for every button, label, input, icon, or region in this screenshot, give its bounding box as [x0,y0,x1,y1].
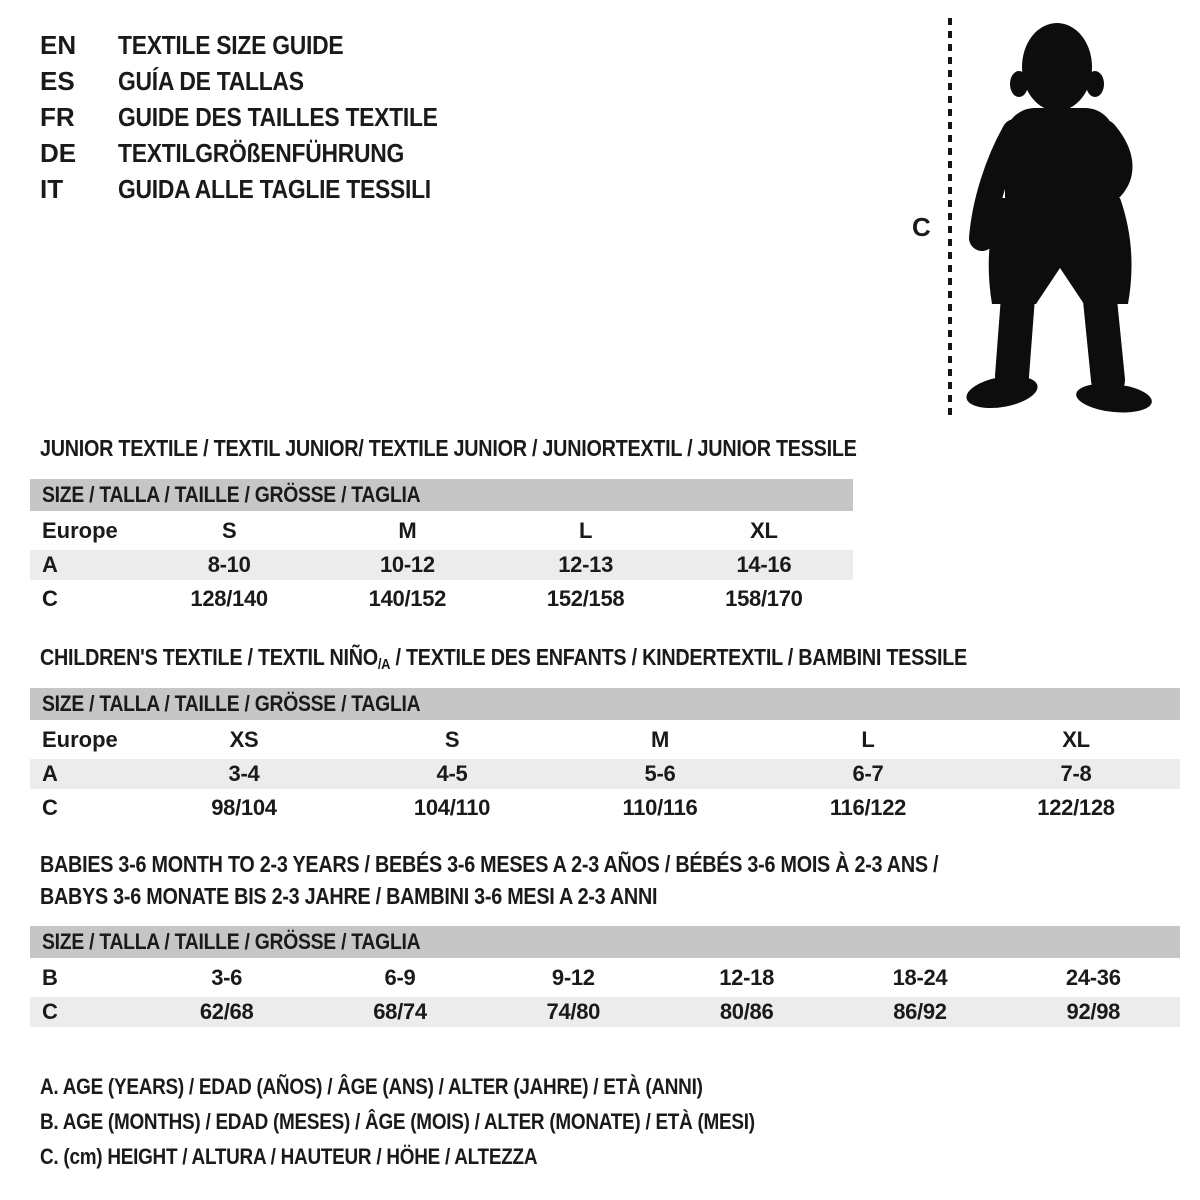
row-label: C [42,999,58,1024]
table-row-height [30,791,1180,825]
language-title-list [40,27,481,207]
babies-section-title-line2 [40,884,758,908]
legend-line-height [40,1139,871,1174]
language-title [118,63,481,99]
size-cell: XS [229,727,259,752]
babies-title-line1-text: BABIES 3-6 MONTH TO 2-3 YEARS / BEBÉS 3-6 MESES A 2-3 AÑOS / BÉBÉS 3-6 MOIS À 2-3 ANS / [40,851,939,877]
value-cell: 158/170 [725,586,803,611]
value-cell: 12-18 [719,965,775,990]
legend-line-text: A. AGE (YEARS) / EDAD (AÑOS) / ÂGE (ANS) / ALTER (JAHRE) / ETÀ (ANNI) [40,1074,703,1099]
value-cell: 92/98 [1066,999,1121,1024]
language-title [118,27,481,63]
language-code: EN [40,30,77,60]
language-code: ES [40,66,75,96]
children-title-main: CHILDREN'S TEXTILE / TEXTIL NIÑO [40,644,378,670]
value-cell: 8-10 [207,552,251,577]
row-label: Europe [42,518,118,543]
legend-line-age-months [40,1104,871,1139]
size-header-bar [30,926,1180,958]
language-title [118,135,481,171]
size-cell: M [398,518,417,543]
size-cell: M [650,727,670,752]
value-cell: 110/116 [622,795,698,820]
legend-line-text: C. (cm) HEIGHT / ALTURA / HAUTEUR / HÖHE / ALTEZZA [40,1144,538,1169]
value-cell: 14-16 [736,552,792,577]
table-row-age [30,548,853,582]
value-cell: 62/68 [199,999,254,1024]
value-cell: 98/104 [211,795,277,820]
junior-size-table [30,479,853,616]
language-title-text: GUIDA ALLE TAGLIE TESSILI [118,174,431,204]
value-cell: 140/152 [368,586,447,611]
language-title-text: GUIDE DES TAILLES TEXTILE [118,102,438,132]
size-cell: S [444,727,460,752]
language-title [118,171,481,207]
value-cell: 7-8 [1060,761,1092,786]
language-title-text: GUÍA DE TALLAS [118,66,304,96]
size-cell: L [579,518,593,543]
junior-section-title [40,436,990,460]
value-cell: 3-4 [228,761,260,786]
value-cell: 80/86 [719,999,774,1024]
row-label: C [42,586,58,611]
value-cell: 6-7 [852,761,884,786]
table-row-europe [30,514,853,548]
table-row-europe [30,723,1180,757]
value-cell: 18-24 [892,965,948,990]
row-label: A [42,552,58,577]
value-cell: 3-6 [211,965,243,990]
value-cell: 128/140 [190,586,268,611]
language-code: FR [40,102,75,132]
language-title [118,99,481,135]
children-section-title-text [40,645,967,673]
row-label: A [42,761,58,786]
size-header-text: SIZE / TALLA / TAILLE / GRÖSSE / TAGLIA [42,691,421,716]
table-row-months [30,961,1180,995]
size-cell: S [221,518,237,543]
table-row-age [30,757,1180,791]
table-row-height [30,995,1180,1029]
language-title-text: TEXTILGRÖßENFÜHRUNG [118,138,405,168]
size-header-bar [30,479,853,511]
language-code: DE [40,138,77,168]
size-cell: L [861,727,875,752]
size-cell: XL [750,518,778,543]
row-label: B [42,965,58,990]
value-cell: 12-13 [558,552,614,577]
toddler-silhouette-icon [958,14,1158,418]
value-cell: 104/110 [413,795,491,820]
babies-section-title-line1 [40,852,1085,876]
babies-title-line2-text: BABYS 3-6 MONATE BIS 2-3 JAHRE / BAMBINI 3-6 MESI A 2-3 ANNI [40,883,658,909]
children-title-rest: / TEXTILE DES ENFANTS / KINDERTEXTIL / BAMBINI TESSILE [390,644,967,670]
value-cell: 116/122 [829,795,907,820]
value-cell: 86/92 [893,999,947,1024]
children-section-title [40,645,1118,673]
size-header-text: SIZE / TALLA / TAILLE / GRÖSSE / TAGLIA [42,482,421,507]
value-cell: 74/80 [546,999,601,1024]
children-title-subscript: /A [377,656,391,673]
babies-size-table [30,926,1180,1029]
children-size-table [30,688,1180,825]
junior-section-title-text: JUNIOR TEXTILE / TEXTIL JUNIOR/ TEXTILE JUNIOR / JUNIORTEXTIL / JUNIOR TESSILE [40,435,857,461]
value-cell: 4-5 [436,761,468,786]
size-header-bar [30,688,1180,720]
table-row-height [30,582,853,616]
value-cell: 24-36 [1065,965,1121,990]
size-cell: XL [1062,727,1090,752]
row-label: C [42,795,58,820]
row-label: Europe [42,727,118,752]
height-measure-label: C [912,212,931,242]
value-cell: 5-6 [644,761,676,786]
value-cell: 68/74 [373,999,427,1024]
size-header-text: SIZE / TALLA / TAILLE / GRÖSSE / TAGLIA [42,929,421,954]
value-cell: 10-12 [379,552,435,577]
value-cell: 122/128 [1037,795,1115,820]
legend-line-text: B. AGE (MONTHS) / EDAD (MESES) / ÂGE (MOIS) / ALTER (MONATE) / ETÀ (MESI) [40,1109,755,1134]
value-cell: 9-12 [551,965,595,990]
legend-line-age-years [40,1069,871,1104]
value-cell: 152/158 [546,586,625,611]
language-code: IT [40,174,64,204]
value-cell: 6-9 [384,965,416,990]
measurement-legend [40,1069,871,1174]
language-title-text: TEXTILE SIZE GUIDE [118,30,344,60]
height-dashed-line [948,18,952,415]
